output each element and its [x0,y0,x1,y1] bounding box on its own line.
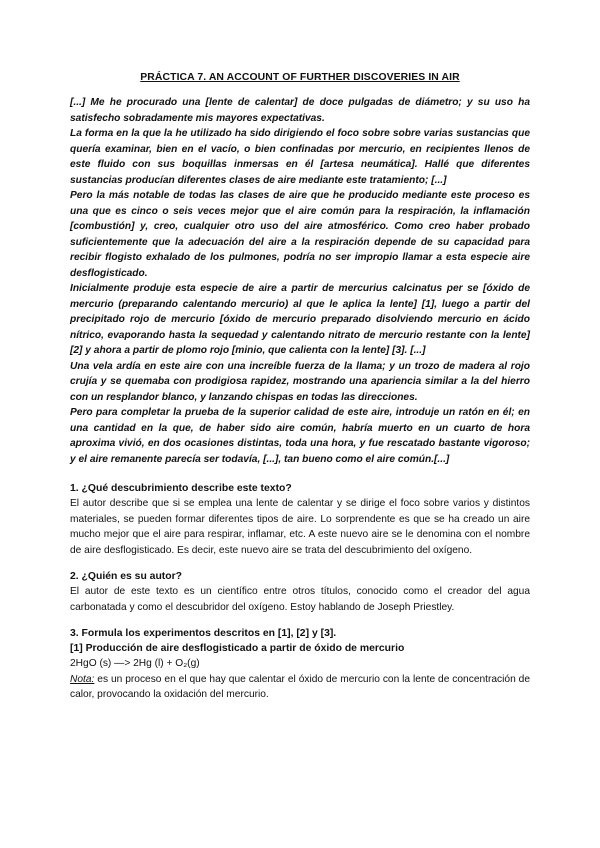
document-page [70,72,530,703]
page-title: PRÁCTICA 7. AN ACCOUNT OF FURTHER DISCOVERIES IN AIR [140,72,460,83]
quote-paragraph: Inicialmente produje esta especie de aire a partir de mercurius calcinatus per se [óxido de mercurio (preparando calentando mercurio) al que le aplica la lente] [1], luego a partir del precipitado rojo de mercurio [óxido de mercurio preparado disolviendo mercurio en ácido nítrico, evaporando hasta la sequedad y calentando nitrato de mercurio restante con la lente] [2] y ahora a partir de plomo rojo [minio, que calienta con la lente] [3]. [...] [70,283,530,356]
quote-paragraph: Una vela ardía en este aire con una increíble fuerza de la llama; y un trozo de madera al rojo crujía y se quemaba con prodigiosa rapidez, mostrando una apariencia similar a la del hierro con un resplandor blanco, y lanzando chispas en todas las direcciones. [70,360,530,403]
question-3 [70,626,530,703]
experiment-1-heading: [1] Producción de aire desflogisticado a partir de óxido de mercurio [70,643,405,654]
chemical-equation: 2HgO (s) —> 2Hg (l) + O₂(g) [70,658,200,669]
question-1-answer: El autor describe que si se emplea una lente de calentar y se dirige el foco sobre varios y distintos materiales, se pueden formar diferentes tipos de aire. Lo sorprendente es que se ha creado un aire mucho mejor que el aire para respirar, inflamar, etc. A este nuevo aire se le denomina con el nombre de aire desflogisticado. Es decir, este nuevo aire se trata del descubrimiento del oxígeno. [70,498,530,556]
question-3-heading: 3. Formula los experimentos descritos en [1], [2] y [3]. [70,628,337,639]
quote-paragraph: La forma en la que la he utilizado ha sido dirigiendo el foco sobre sobre varias sustancias que quería examinar, bien en el vacío, o bien confinadas por mercurio, en recipientes llenos de este fluido con sus boquillas inmersas en él [artesa neumática]. Hallé que diferentes sustancias producían diferentes clases de aire mediante este tratamiento; [...] [70,128,530,186]
experiment-note [70,672,530,703]
quote-paragraph: [...] Me he procurado una [lente de calentar] de doce pulgadas de diámetro; y su uso ha satisfecho sobradamente mis mayores expectativas. [70,97,530,124]
question-1-heading: 1. ¿Qué descubrimiento describe este texto? [70,483,292,494]
quote-paragraph: Pero para completar la prueba de la superior calidad de este aire, introduje un ratón en él; en una cantidad en la que, de haber sido aire común, habría muerto en un cuarto de hora aproxima vivió, en dos ocasiones distintas, toda una hora, y fue rescatado bastante vigoroso; y el aire remanente parecía ser todavía, [...], tan bueno como el aire común.[...] [70,407,530,465]
question-1 [70,481,530,558]
question-2 [70,569,530,615]
question-2-answer: El autor de este texto es un científico entre otros títulos, conocido como el creador del agua carbonatada y como el descubridor del oxígeno. Estoy hablando de Joseph Priestley. [70,586,530,613]
question-2-heading: 2. ¿Quién es su autor? [70,571,183,582]
note-label: Nota: [70,673,95,685]
note-text: es un proceso en el que hay que calentar el óxido de mercurio con la lente de concentración de calor, provocando la oxidación del mercurio. [70,673,530,700]
quoted-passage [70,95,530,467]
quote-paragraph: Pero la más notable de todas las clases de aire que he producido mediante este proceso es una que es cinco o seis veces mejor que el aire común para la respiración, la inflamación [combustión] y, creo, cualquier otro uso del aire atmosférico. Como creo haber probado suficientemente que la adecuación del aire a la respiración depende de su capacidad para recibir flogisto exhalado de los pulmones, podría no ser impropio llamar a esta especie aire desflogisticado. [70,190,530,279]
